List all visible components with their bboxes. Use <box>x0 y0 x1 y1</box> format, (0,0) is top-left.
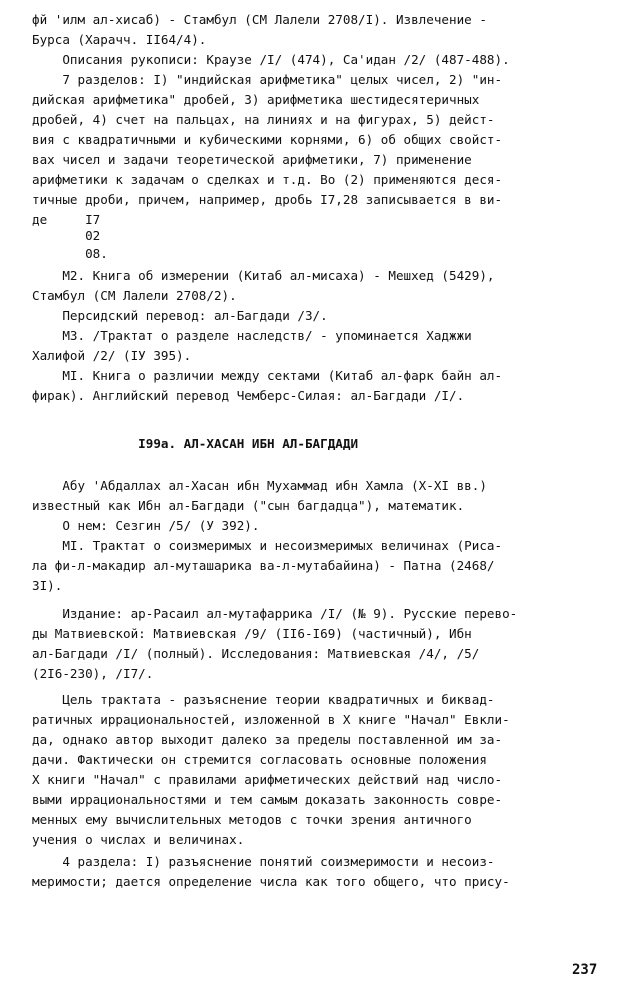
text-line: дробей, 4) счет на пальцах, на линиях и на фигурах, 5) дейст- <box>32 112 495 127</box>
text-line: О нем: Сезгин /5/ (У 392). <box>32 518 260 533</box>
text-line: известный как Ибн ал-Багдади ("сын багдадца"), математик. <box>32 498 465 513</box>
text-line: MI. Трактат о соизмеримых и несоизмеримых величинах (Риса- <box>32 538 503 553</box>
text-line: M2. Книга об измерении (Китаб ал-мисаха) - Мешхед (5429), <box>32 268 495 283</box>
section-heading: I99a. АЛ-ХАСАН ИБН АЛ-БАГДАДИ <box>32 436 359 451</box>
text-line: Бурса (Харачч. II64/4). <box>32 32 207 47</box>
text-line: тичные дроби, причем, например, дробь I7,28 записывается в ви- <box>32 192 503 207</box>
text-line: ал-Багдади /I/ (полный). Исследования: Матвиевская /4/, /5/ <box>32 646 480 661</box>
text-line: Персидский перевод: ал-Багдади /3/. <box>32 308 328 323</box>
text-line: 02 <box>32 228 101 243</box>
text-line: 4 раздела: I) разъяснение понятий соизмеримости и несоиз- <box>32 854 495 869</box>
text-line: выми иррациональностями и тем самым доказать законность совре- <box>32 792 503 807</box>
text-line: M3. /Трактат о разделе наследств/ - упоминается Хаджжи <box>32 328 472 343</box>
text-line: 3I). <box>32 578 63 593</box>
text-line: да, однако автор выходит далеко за пределы поставленной им за- <box>32 732 503 747</box>
text-line: фй 'илм ал-хисаб) - Стамбул (СМ Лалели 2708/I). Извлечение - <box>32 12 487 27</box>
text-line: 08. <box>32 246 108 261</box>
text-line: ратичных иррациональностей, изложенной в X книге "Начал" Евкли- <box>32 712 510 727</box>
text-line: Цель трактата - разъяснение теории квадратичных и биквад- <box>32 692 495 707</box>
text-line: ды Матвиевской: Матвиевская /9/ (II6-I69) (частичный), Ибн <box>32 626 472 641</box>
text-line: X книги "Начал" с правилами арифметических действий над числo- <box>32 772 503 787</box>
text-line: вия с квадратичными и кубическими корнями, 6) об общих свойст- <box>32 132 503 147</box>
text-line: учения о числах и величинах. <box>32 832 245 847</box>
text-line: дачи. Фактически он стремится согласовать основные положения <box>32 752 487 767</box>
page-number: 237 <box>572 962 598 978</box>
text-line: (2I6-230), /I7/. <box>32 666 154 681</box>
text-line: Халифой /2/ (IУ 395). <box>32 348 192 363</box>
text-line: MI. Книга о различии между сектами (Китаб ал-фарк байн ал- <box>32 368 503 383</box>
text-line: Стамбул (СМ Лалели 2708/2). <box>32 288 237 303</box>
text-line: де I7 <box>32 212 101 227</box>
text-line: менных ему вычислительных методов с точки зрения античного <box>32 812 472 827</box>
text-line: 7 разделов: I) "индийская арифметика" целых чисел, 2) "ин- <box>32 72 503 87</box>
text-line: вах чисел и задачи теоретической арифметики, 7) применение <box>32 152 472 167</box>
text-line: Описания рукописи: Краузе /I/ (474), Са'идан /2/ (487-488). <box>32 52 510 67</box>
text-line: ла фи-л-макадир ал-муташарика ва-л-мутабайина) - Патна (2468/ <box>32 558 495 573</box>
text-line: меримости; дается определение числа как того общего, что прису- <box>32 874 510 889</box>
text-line: Абу 'Абдаллах ал-Хасан ибн Мухаммад ибн Хамла (X-XI вв.) <box>32 478 487 493</box>
text-line: Издание: ар-Расаил ал-мутафаррика /I/ (№ 9). Русские перево- <box>32 606 518 621</box>
text-line: фирак). Английский перевод Чемберс-Силая: ал-Багдади /I/. <box>32 388 465 403</box>
text-line: арифметики к задачам о сделках и т.д. Во (2) применяются деся- <box>32 172 503 187</box>
text-line: дийская арифметика" дробей, 3) арифметика шестидесятеричных <box>32 92 480 107</box>
